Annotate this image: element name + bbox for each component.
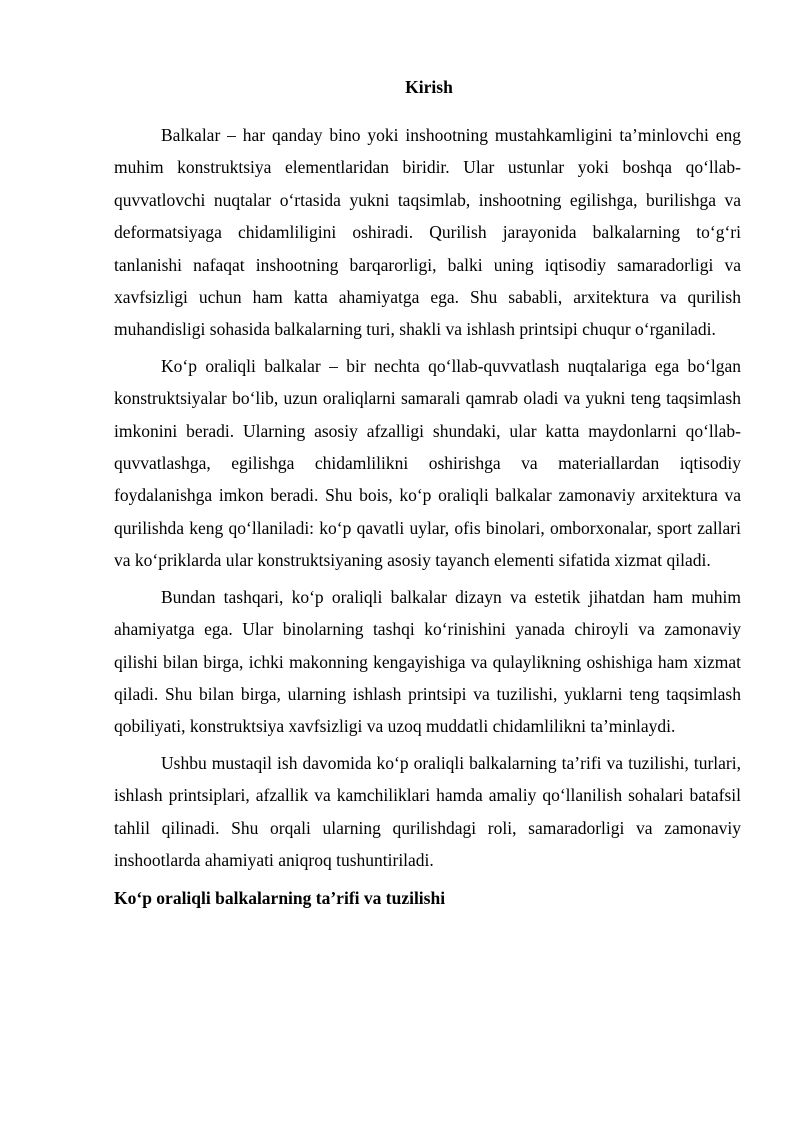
- section-heading: Ko‘p oraliqli balkalarning ta’rifi va tuzilishi: [114, 888, 446, 909]
- page-title: Kirish: [405, 77, 453, 97]
- paragraph-design-aesthetics: Bundan tashqari, ko‘p oraliqli balkalar dizayn va estetik jihatdan ham muhim ahamiyatga ega. Ular binolarning tashqi ko‘rinishini yanada chiroyli va zamonaviy qilishi bilan birga, ichki makonning kengayishiga va qulaylikning oshishiga ham xizmat qiladi. Shu bilan birga, ularning ishlash printsipi va tuzilishi, yuklarni teng taqsimlash qobiliyati, konstruktsiya xavfsizligi va uzoq muddatli chidamlilikni ta’minlaydi.: [114, 586, 741, 737]
- paragraph-intro: Balkalar – har qanday bino yoki inshootning mustahkamligini ta’minlovchi eng muhim konstruktsiya elementlaridan biridir. Ular ustunlar yoki boshqa qo‘llab-quvvatlovchi nuqtalar o‘rtasida yukni taqsimlab, inshootning egilishga, burilishga va deformatsiyaga chidamliligini oshiradi. Qurilish jarayonida balkalarning to‘g‘ri tanlanishi nafaqat inshootning barqarorligi, balki uning iqtisodiy samaradorligi va xavfsizligi uchun ham katta ahamiyatga ega. Shu sababli, arxitektura va qurilish muhandisligi sohasida balkalarning turi, shakli va ishlash printsipi chuqur o‘rganiladi.: [114, 125, 741, 340]
- document-body: [114, 119, 741, 914]
- paragraph-multispan-beams: Ko‘p oraliqli balkalar – bir nechta qo‘llab-quvvatlash nuqtalariga ega bo‘lgan konstruktsiyalar bo‘lib, uzun oraliqlarni samarali qamrab oladi va yukni teng taqsimlash imkonini beradi. Ularning asosiy afzalligi shundaki, ular katta maydonlarni qo‘llab-quvvatlashga, egilishga chidamlilikni oshirishga va materiallardan iqtisodiy foydalanishga imkon beradi. Shu bois, ko‘p oraliqli balkalar zamonaviy arxitektura va qurilishda keng qo‘llaniladi: ko‘p qavatli uylar, ofis binolari, omborxonalar, sport zallari va ko‘priklarda ular konstruktsiyaning asosiy tayanch elementi sifatida xizmat qiladi.: [114, 355, 741, 571]
- paragraph-work-scope: Ushbu mustaqil ish davomida ko‘p oraliqli balkalarning ta’rifi va tuzilishi, turlari, ishlash printsiplari, afzallik va kamchiliklari hamda amaliy qo‘llanilish sohalari batafsil tahlil qilinadi. Shu orqali ularning qurilishdagi roli, samaradorligi va zamonaviy inshootlarda ahamiyati aniqroq tushuntiriladi.: [114, 752, 741, 870]
